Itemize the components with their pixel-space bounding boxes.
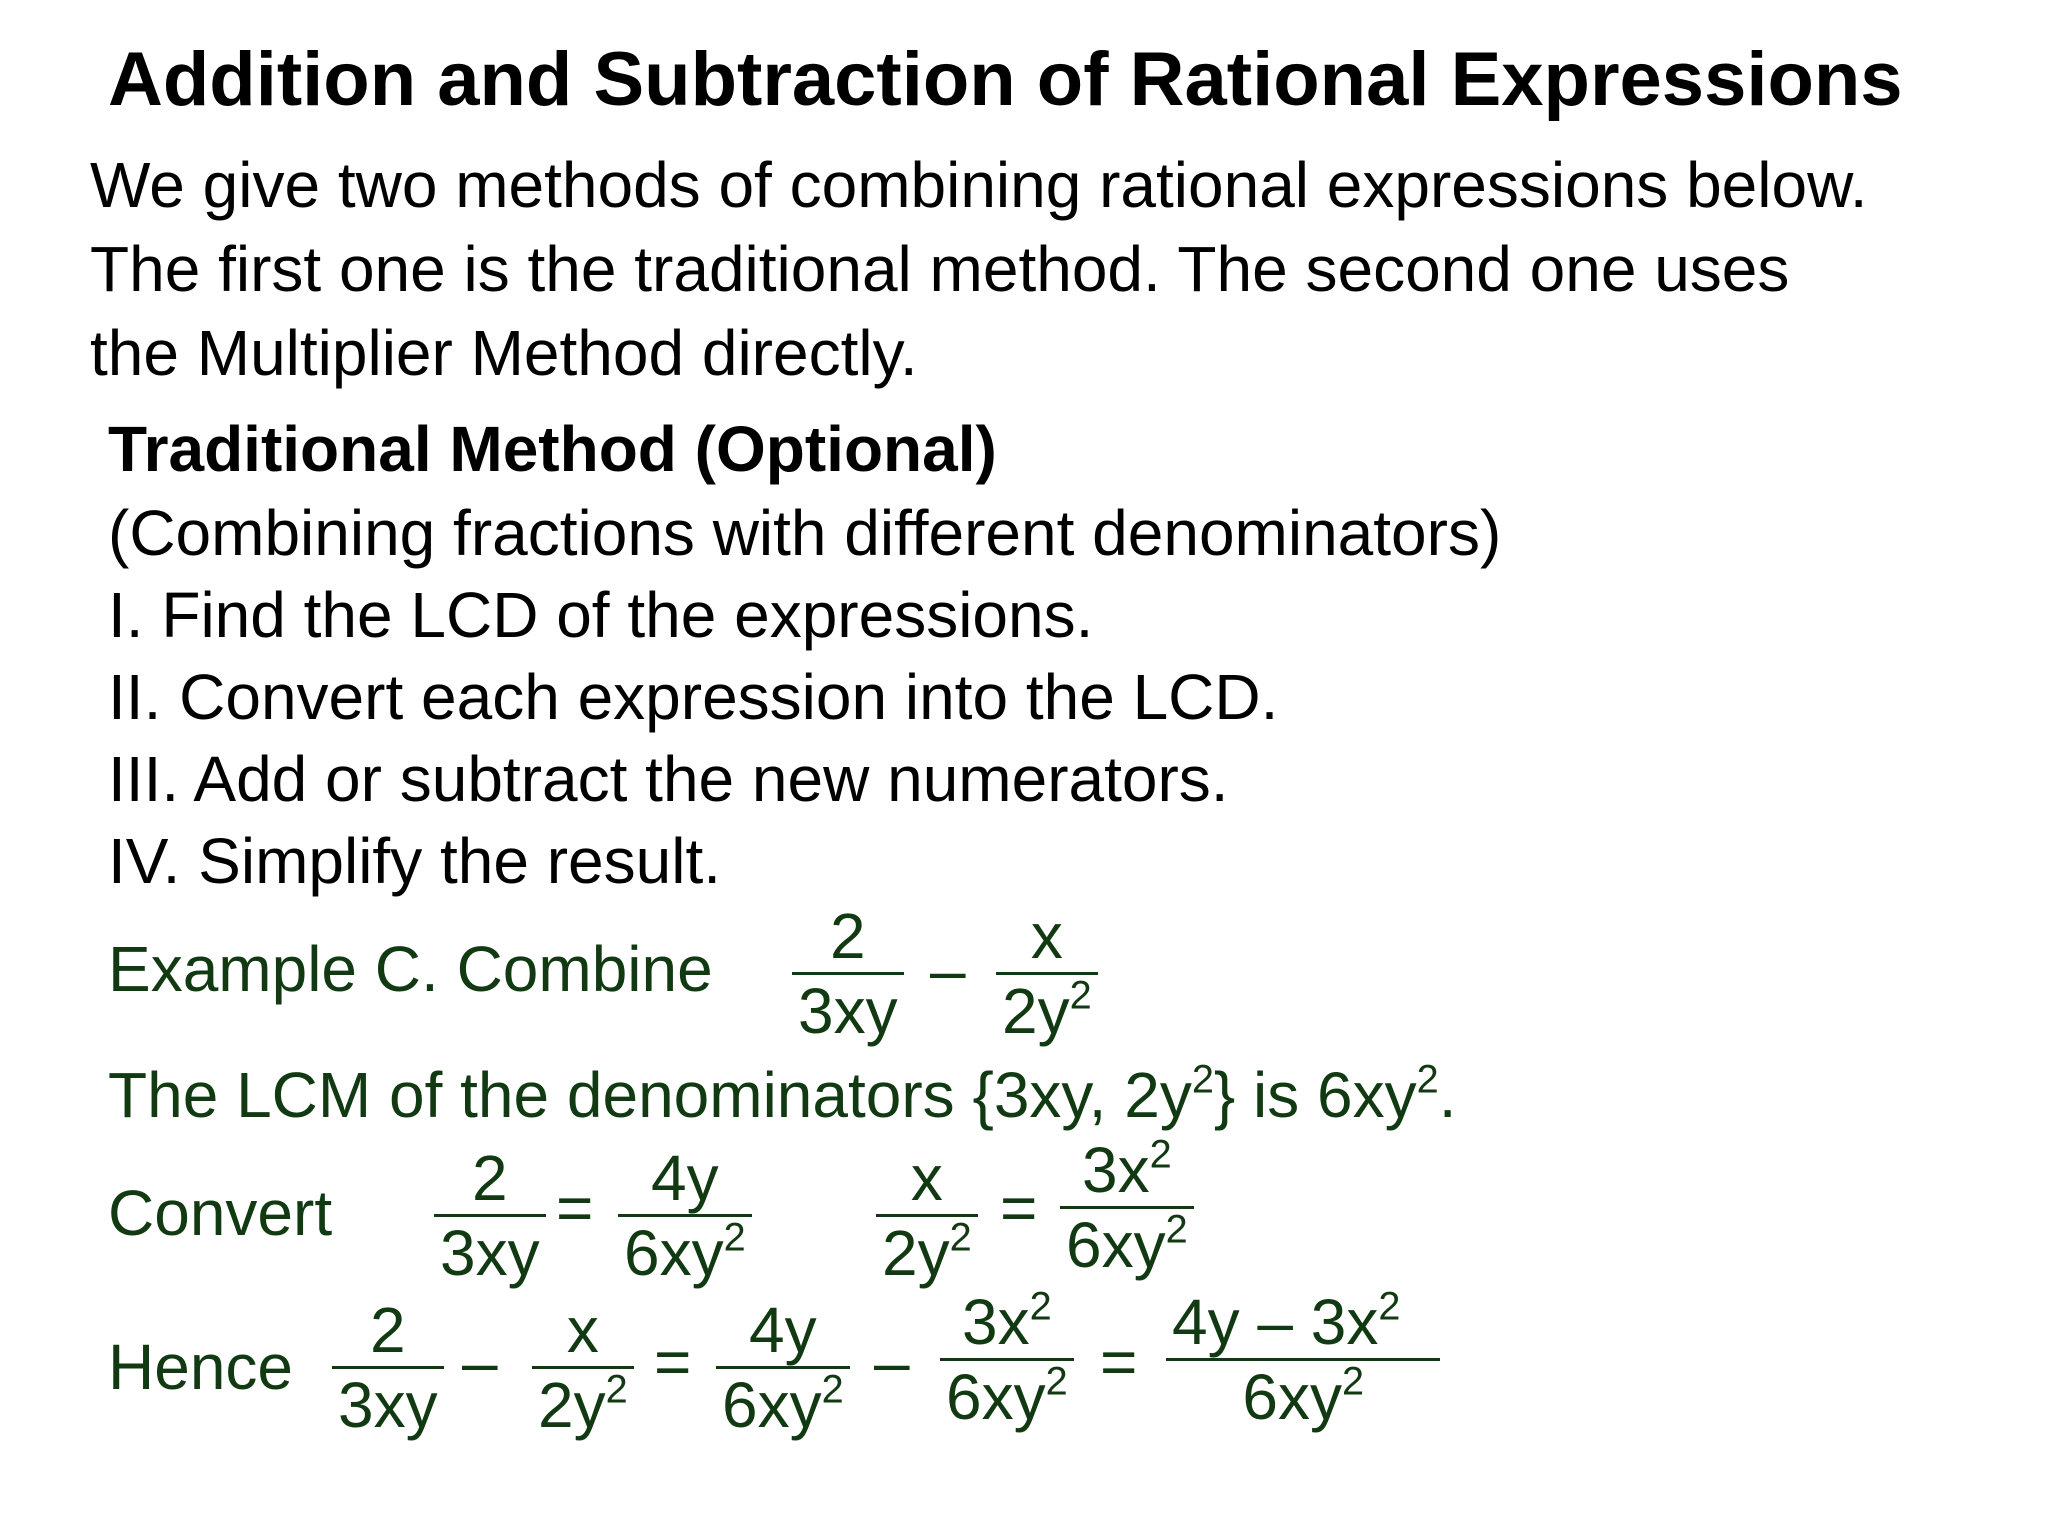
denominator: $6xy^2$ [946, 1359, 1068, 1433]
convert-fraction-4y-over-6xy2 [618, 1142, 752, 1289]
numerator: $4y - 3x^2$ [1172, 1284, 1401, 1358]
denominator: $2y^2$ [538, 1367, 628, 1441]
numerator: 4y [749, 1294, 817, 1366]
numerator: x [910, 1142, 943, 1214]
example-label: Example C. Combine [108, 933, 713, 1005]
step-4: IV. Simplify the result. [108, 825, 721, 897]
hence-fraction-2-over-3xy [332, 1294, 444, 1441]
denominator: 3xy [338, 1369, 438, 1441]
numerator: $3x^2$ [962, 1284, 1052, 1358]
denominator: 3xy [798, 975, 898, 1047]
equals-sign: = [1000, 1172, 1038, 1244]
step-3: III. Add or subtract the new numerators. [108, 743, 1229, 815]
denominator: $2y^2$ [882, 1215, 972, 1289]
traditional-subheading: (Combining fractions with different denominators) [108, 497, 1502, 569]
lcm-statement: The LCM of the denominators {3xy, $2y^2$} is $6xy^2$. [108, 1057, 1457, 1131]
step-2: II. Convert each expression into the LCD. [108, 661, 1279, 733]
numerator: $3x^2$ [1082, 1132, 1172, 1206]
convert-fraction-x-over-2y2 [876, 1142, 978, 1289]
denominator: $2y^2$ [1002, 973, 1092, 1047]
step-1: I. Find the LCD of the expressions. [108, 579, 1094, 651]
hence-fraction-3x2-over-6xy2 [940, 1284, 1074, 1433]
intro-line-1: We give two methods of combining rational expressions below. [90, 149, 1868, 221]
equals-sign: = [1100, 1326, 1138, 1398]
intro-line-2: The first one is the traditional method. The second one uses [90, 233, 1790, 305]
minus-sign: – [462, 1326, 498, 1398]
page-title: Addition and Subtraction of Rational Expressions [108, 37, 1903, 122]
equals-sign: = [556, 1172, 594, 1244]
numerator: 2 [830, 900, 866, 972]
denominator: $6xy^2$ [1242, 1359, 1365, 1433]
equals-sign: = [654, 1326, 692, 1398]
denominator: $6xy^2$ [624, 1215, 746, 1289]
fraction-2-over-3xy [792, 900, 904, 1047]
minus-sign: – [930, 934, 966, 1006]
hence-fraction-4y-over-6xy2 [716, 1294, 850, 1441]
convert-fraction-3x2-over-6xy2 [1060, 1132, 1194, 1281]
intro-line-3: the Multiplier Method directly. [90, 317, 918, 389]
traditional-heading: Traditional Method (Optional) [108, 413, 997, 485]
numerator: 2 [472, 1142, 508, 1214]
fraction-x-over-2y2 [996, 900, 1098, 1047]
result-fraction [1166, 1284, 1440, 1433]
numerator: 2 [370, 1294, 406, 1366]
numerator: x [1030, 900, 1063, 972]
numerator: 4y [651, 1142, 719, 1214]
denominator: $6xy^2$ [1066, 1207, 1188, 1281]
hence-label: Hence [108, 1331, 293, 1403]
denominator: $6xy^2$ [722, 1367, 844, 1441]
convert-fraction-2-over-3xy [434, 1142, 546, 1289]
convert-label: Convert [108, 1177, 333, 1249]
denominator: 3xy [440, 1217, 540, 1289]
minus-sign: – [874, 1326, 910, 1398]
hence-fraction-x-over-2y2 [532, 1294, 634, 1441]
numerator: x [566, 1294, 599, 1366]
